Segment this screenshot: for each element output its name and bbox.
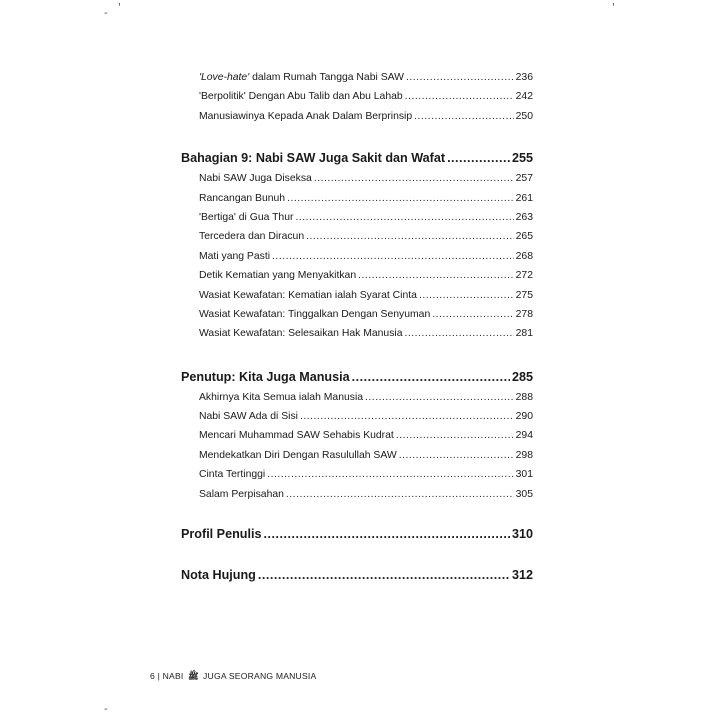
toc-entry: Nabi SAW Juga Diseksa ..... 257 — [181, 173, 533, 192]
toc-entry: 'Bertiga' di Gua Thur ..... 263 — [181, 212, 533, 231]
toc-entry: Wasiat Kewafatan: Kematian ialah Syarat Cinta ..... 275 — [181, 290, 533, 309]
toc-entry: Cinta Tertinggi ..... 301 — [181, 469, 533, 488]
toc-entry: Tercedera dan Diracun ..... 265 — [181, 231, 533, 250]
dot-leader — [286, 489, 514, 500]
dot-leader — [300, 411, 514, 422]
dot-leader — [267, 469, 513, 480]
toc-entry: Mencari Muhammad SAW Sehabis Kudrat ..... 294 — [181, 430, 533, 449]
toc-entry: Manusiawinya Kepada Anak Dalam Berprinsip ..... 250 — [181, 111, 533, 130]
toc-entry: Rancangan Bunuh ..... 261 — [181, 193, 533, 212]
dot-leader — [314, 173, 514, 184]
toc-section-heading: Profil Penulis ..... 310 — [181, 527, 533, 549]
page-number: 312 — [511, 568, 533, 583]
salawat-seal-icon: ﷺ — [188, 671, 199, 681]
page-number: 261 — [515, 192, 533, 204]
toc-entry: Nabi SAW Ada di Sisi ..... 290 — [181, 411, 533, 430]
toc-section-heading: Nota Hujung ..... 312 — [181, 568, 533, 590]
page-number: 285 — [511, 369, 533, 384]
footer-page-number: 6 — [150, 671, 155, 681]
page-number: 290 — [515, 411, 533, 423]
toc-entry: Mati yang Pasti ..... 268 — [181, 251, 533, 270]
page-number: 257 — [515, 173, 533, 185]
dot-leader — [406, 72, 514, 83]
toc-entry: Wasiat Kewafatan: Tinggalkan Dengan Senyuman ..... 278 — [181, 309, 533, 328]
toc-entry: Detik Kematian yang Menyakitkan ..... 272 — [181, 270, 533, 289]
dot-leader — [295, 212, 513, 223]
dot-leader — [287, 193, 514, 204]
toc-entry: Akhirnya Kita Semua ialah Manusia ..... 288 — [181, 392, 533, 411]
page-number: 305 — [515, 488, 533, 500]
dot-leader — [405, 91, 514, 102]
toc-entry: Mendekatkan Diri Dengan Rasulullah SAW ..... 298 — [181, 450, 533, 469]
page-number: 272 — [515, 270, 533, 282]
page-number: 236 — [515, 72, 533, 83]
crop-mark-top-left: ' — [118, 2, 121, 13]
dot-leader — [263, 527, 510, 541]
page-number: 281 — [515, 328, 533, 340]
page-number: 288 — [515, 391, 533, 403]
page-number: 242 — [515, 91, 533, 103]
table-of-contents — [181, 72, 533, 590]
page-number: 250 — [515, 110, 533, 122]
page-number: 268 — [515, 250, 533, 262]
dot-leader — [358, 270, 514, 281]
crop-mark-top-mid: - — [104, 8, 108, 19]
dot-leader — [447, 151, 510, 165]
page-number: 275 — [515, 289, 533, 301]
dot-leader — [365, 392, 514, 403]
dot-leader — [352, 370, 510, 384]
toc-entry: 'Berpolitik' Dengan Abu Talib dan Abu Lahab ..... 242 — [181, 91, 533, 110]
crop-mark-bottom-left: - — [104, 704, 108, 715]
dot-leader — [399, 450, 514, 461]
page-number: 294 — [515, 430, 533, 442]
page-number: 301 — [515, 469, 533, 481]
dot-leader — [405, 328, 514, 339]
page-number: 278 — [515, 308, 533, 320]
page-footer — [150, 671, 316, 684]
dot-leader — [414, 111, 514, 122]
page-number: 298 — [515, 449, 533, 461]
dot-leader — [258, 568, 510, 582]
dot-leader — [432, 309, 513, 320]
footer-separator: | — [157, 671, 161, 681]
page-number: 255 — [511, 151, 533, 166]
toc-section-heading: Penutup: Kita Juga Manusia ..... 285 — [181, 370, 533, 392]
crop-mark-top-right: ' — [612, 2, 615, 13]
dot-leader — [396, 430, 514, 441]
page-number: 263 — [515, 211, 533, 223]
toc-entry: Wasiat Kewafatan: Selesaikan Hak Manusia ..... 281 — [181, 328, 533, 347]
page-number: 310 — [511, 527, 533, 542]
footer-title-part2: JUGA SEORANG MANUSIA — [203, 671, 317, 681]
page-number: 265 — [515, 231, 533, 243]
dot-leader — [306, 231, 514, 242]
dot-leader — [272, 251, 514, 262]
toc-section-heading: Bahagian 9: Nabi SAW Juga Sakit dan Wafat ..... 255 — [181, 151, 533, 173]
toc-entry: Salam Perpisahan ..... 305 — [181, 489, 533, 508]
dot-leader — [419, 290, 514, 301]
footer-title-part1: NABI — [162, 671, 184, 681]
toc-entry: 'Love-hate' dalam Rumah Tangga Nabi SAW ..... 236 — [181, 72, 533, 91]
